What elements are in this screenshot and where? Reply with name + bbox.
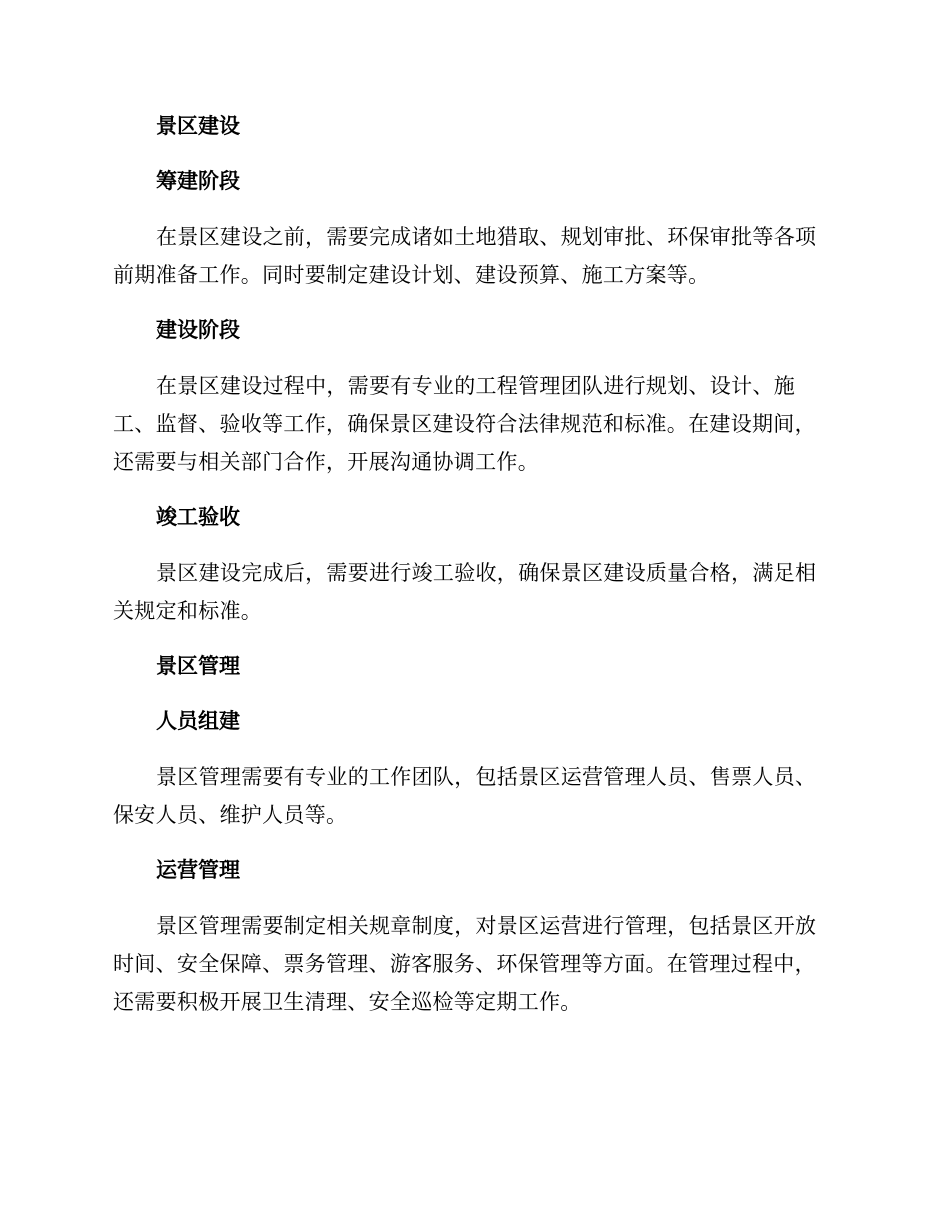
paragraph-construction: 在景区建设过程中，需要有专业的工程管理团队进行规划、设计、施工、监督、验收等工作，确保景区建设符合法律规范和标准。在建设期间，还需要与相关部门合作，开展沟通协调工作。	[113, 374, 816, 474]
paragraph-preparation: 在景区建设之前，需要完成诸如土地猎取、规划审批、环保审批等各项前期准备工作。同时要制定建设计划、建设预算、施工方案等。	[113, 225, 817, 287]
heading-operations-management: 运营管理	[156, 858, 240, 882]
paragraph-staffing: 景区管理需要有专业的工作团队，包括景区运营管理人员、售票人员、保安人员、维护人员等。	[113, 765, 817, 827]
paragraph-operations: 景区管理需要制定相关规章制度，对景区运营进行管理，包括景区开放时间、安全保障、票务管理、游客服务、环保管理等方面。在管理过程中，还需要积极开展卫生清理、安全巡检等定期工作。	[113, 914, 817, 1014]
document-page	[113, 108, 833, 1039]
paragraph-completion: 景区建设完成后，需要进行竣工验收，确保景区建设质量合格，满足相关规定和标准。	[113, 561, 817, 623]
heading-staffing: 人员组建	[156, 709, 240, 733]
heading-preparation-stage: 筹建阶段	[156, 169, 240, 193]
heading-construction-stage: 建设阶段	[156, 318, 240, 342]
heading-scenic-construction: 景区建设	[156, 114, 240, 138]
heading-completion-acceptance: 竣工验收	[156, 505, 240, 529]
heading-scenic-management: 景区管理	[156, 654, 240, 678]
